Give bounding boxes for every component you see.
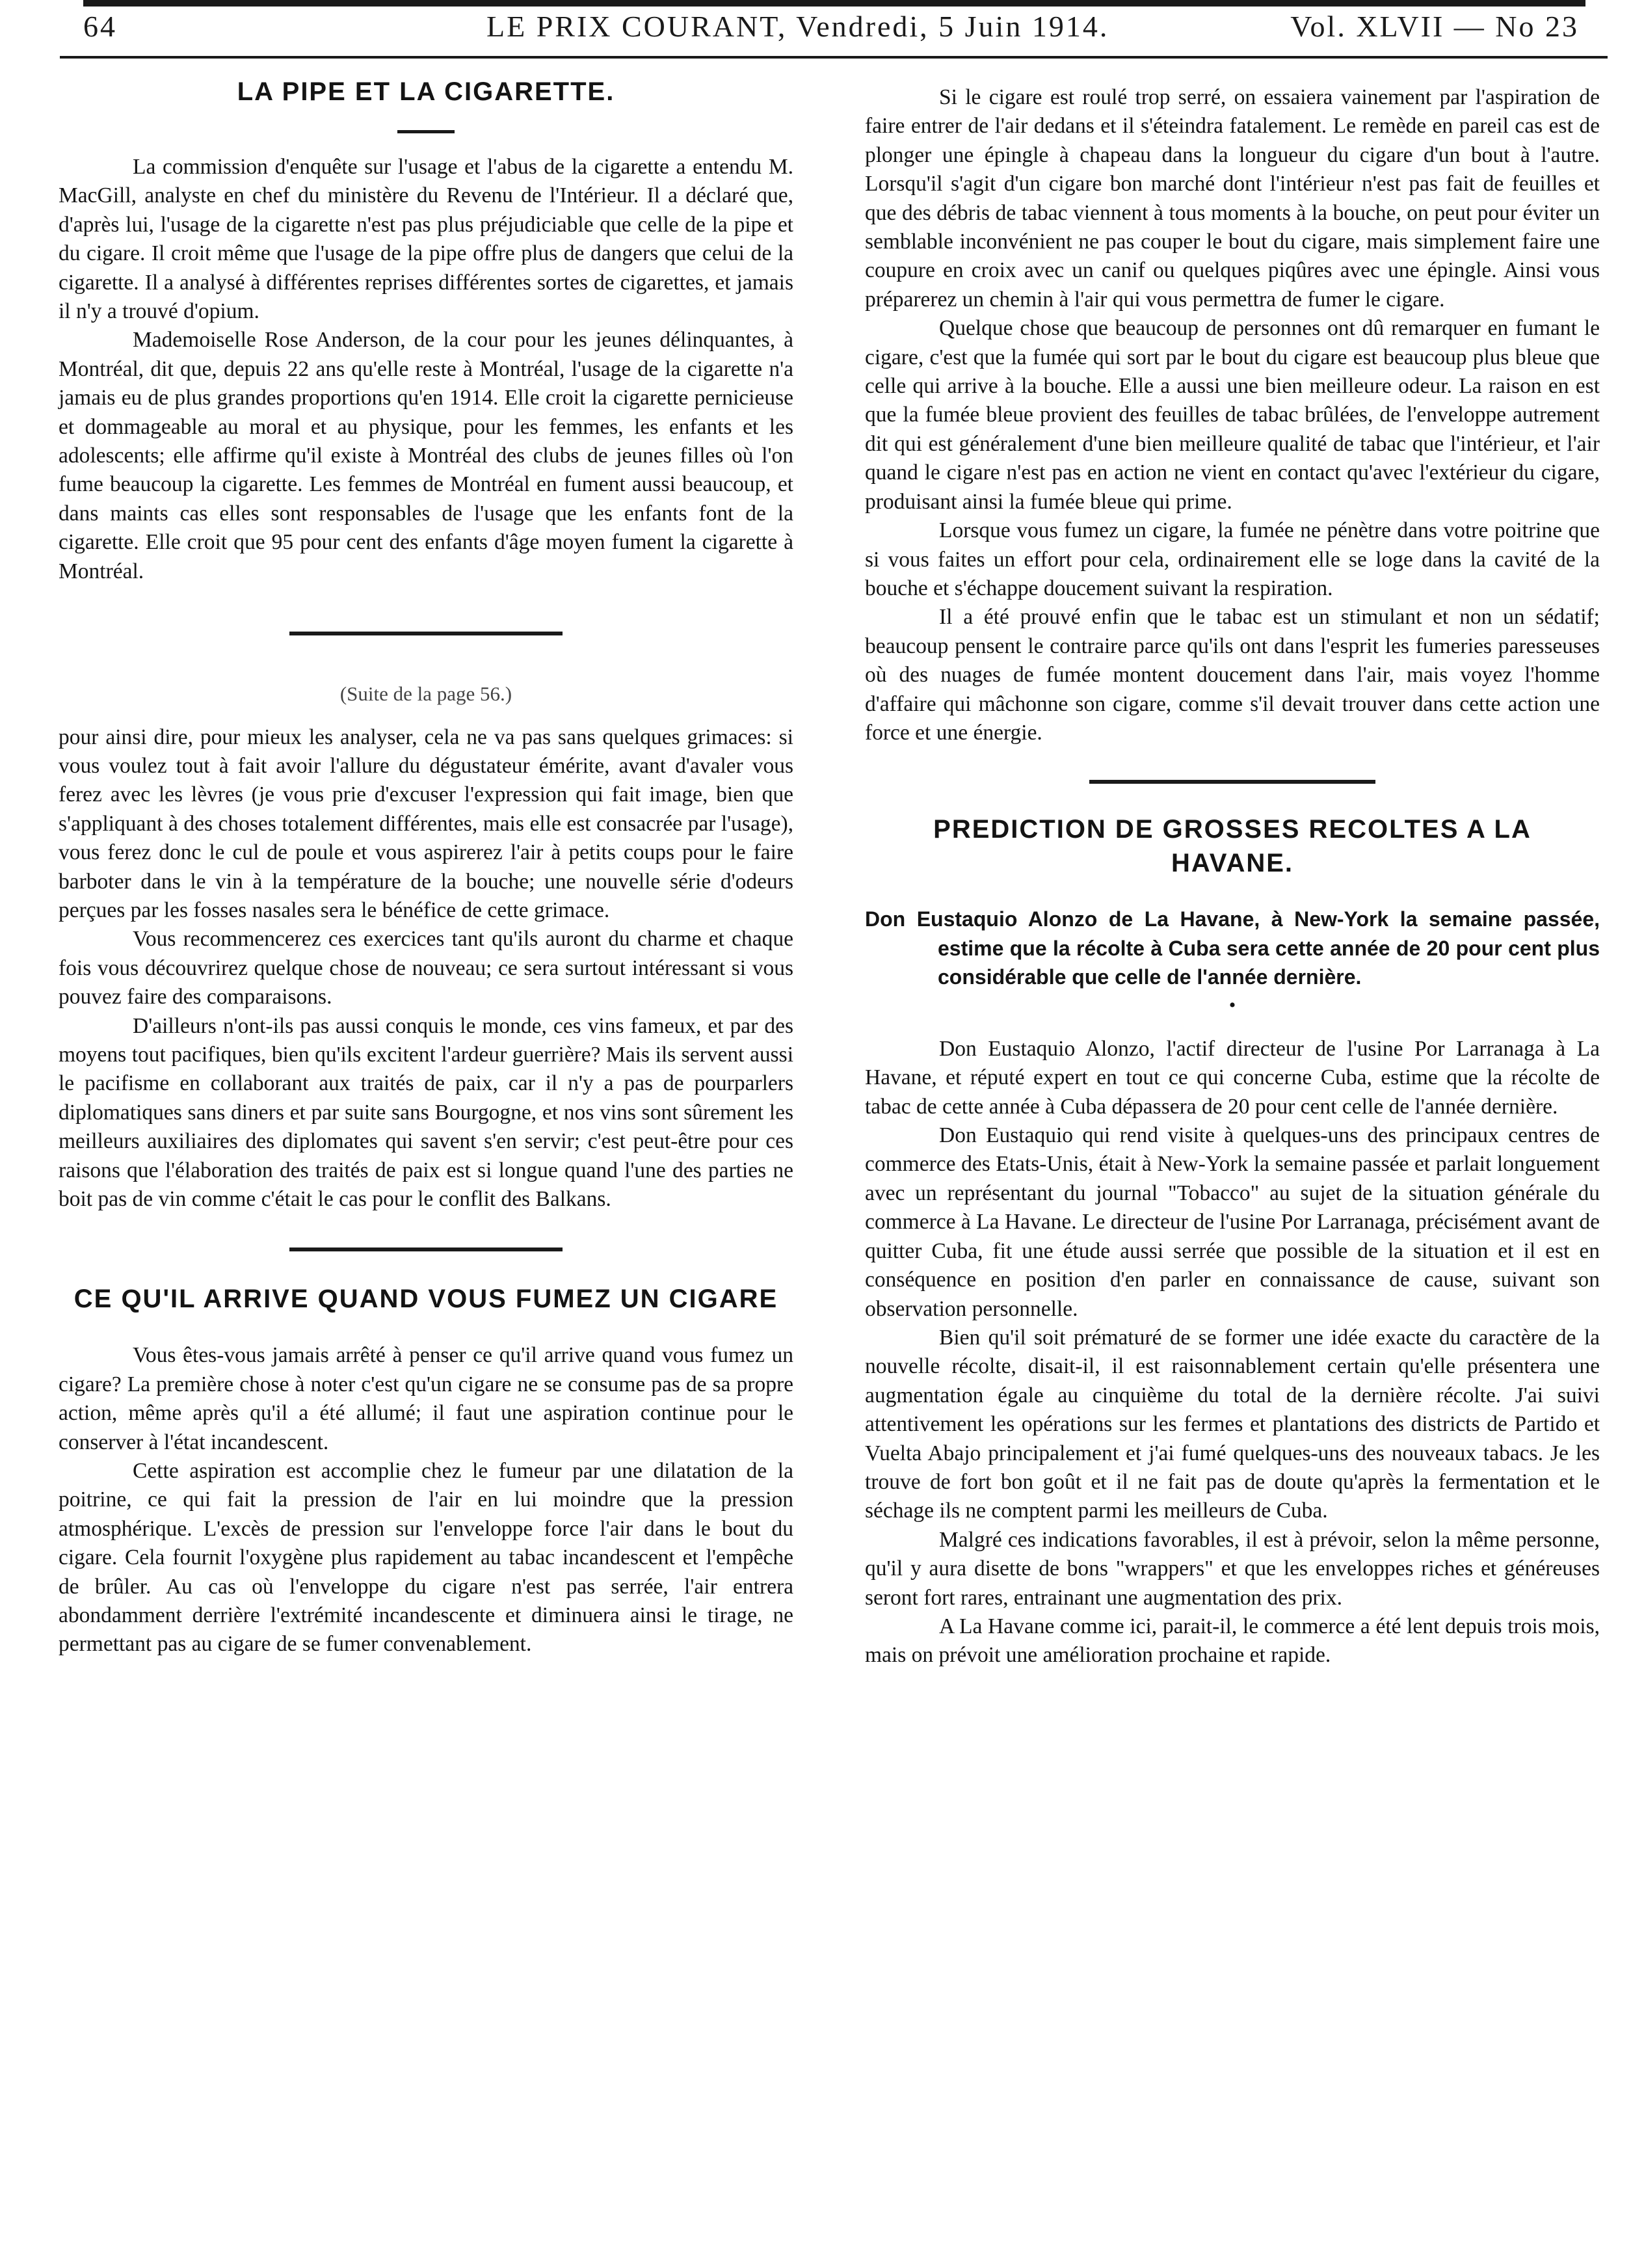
- cigar-paragraph: Vous êtes-vous jamais arrêté à penser ce qu'il arrive quand vous fumez un cigare? La première chose à noter c'est qu'un cigare ne se consume pas de sa propre action, même après qu'il a été allumé; il faut une aspiration continue pour le conserver à l'état incandescent.: [59, 1343, 793, 1454]
- header-rule: [60, 56, 1608, 59]
- pipe-article-title: LA PIPE ET LA CIGARETTE.: [237, 77, 615, 106]
- cigar-paragraph: Il a été prouvé enfin que le tabac est un stimulant et non un sédatif; beaucoup pensent le contraire parce qu'ils ont dans l'esprit les fumeries paresseuses où des nuages de fumée montent doucement dans l'air, mais voyez l'homme d'affaire qui mâchonne son cigare, comme s'il devait trouver dans cette action une force et une énergie.: [865, 605, 1600, 745]
- havana-paragraph: Bien qu'il soit prématuré de se former une idée exacte du caractère de la nouvelle récolte, disait-il, il est raisonnablement certain qu'elle présentera une augmentation égale au cinquième du total de la dernière récolte. J'ai suivi attentivement les opérations sur les fermes et plantations des districts de Partido et Vuelta Abajo principalement et j'ai fumé quelques-uns des nouveaux tabacs. Je les trouve de fort bon goût et il ne fait pas de doute qu'après la fermentation et le séchage ils ne comptent parmi les meilleurs de Cuba.: [865, 1325, 1600, 1523]
- continued-paragraph: pour ainsi dire, pour mieux les analyser, cela ne va pas sans quelques grimaces: si vous voulez tout à fait avoir l'allure du dégustateur émérite, avant d'avaler vous ferez avec les lèvres (je vous prie d'excuser l'expression qui fait image, bien que s'appliquant à des choses totalement différentes, mais elle est consacrée par l'usage), vous ferez donc le cul de poule et vous aspirerez l'air à petits coups pour le faire barboter dans le vin à la température de la bouche; une nouvelle série d'odeurs perçues par les fosses nasales sera le bénéfice de cette grimace.: [59, 725, 793, 922]
- publication-line: LE PRIX COURANT, Vendredi, 5 Juin 1914.: [486, 10, 1109, 43]
- cigar-paragraph: Cette aspiration est accomplie chez le fumeur par une dilatation de la poitrine, ce qui fait la pression de l'air en lui moindre que la pression atmosphérique. L'excès de pression sur l'enveloppe force l'air dans le bout du cigare. Cela fournit l'oxygène plus rapidement au tabac incandescent et l'empêche de brûler. Au cas où l'enveloppe du cigare n'est pas serrée, l'air entrera abondamment derrière l'extrémité incandescente et diminuera ainsi le tirage, ne permettant pas au cigare de se fumer convenablement.: [59, 1459, 793, 1657]
- havana-paragraph: Don Eustaquio Alonzo, l'actif directeur de l'usine Por Larranaga à La Havane, et réputé expert en tout ce qui concerne Cuba, estime que la récolte de tabac de cette année à Cuba dépassera de 20 pour cent celle de l'année dernière.: [865, 1036, 1600, 1119]
- pipe-paragraph: Mademoiselle Rose Anderson, de la cour pour les jeunes délinquantes, à Montréal, dit que, depuis 22 ans qu'elle reste à Montréal, l'usage de la cigarette n'a jamais eu de plus grandes proportions qu'en 1914. Elle croit la cigarette pernicieuse et dommageable au moral et au physique, pour les femmes, les enfants et les adolescents; elle affirme qu'il existe à Montréal des clubs de jeunes filles où l'on fume beaucoup la cigarette. Les femmes de Montréal en fument aussi beaucoup, et dans maints cas elles sont responsables de l'usage que les enfants font de la cigarette. Elle croit que 95 pour cent des enfants d'âge moyen fument la cigarette à Montréal.: [59, 328, 793, 583]
- title-rule: [397, 130, 455, 133]
- continued-paragraph: Vous recommencerez ces exercices tant qu'ils auront du charme et chaque fois vous découvrirez quelque chose de nouveau; ce sera surtout intéressant si vous pouvez faire des comparaisons.: [59, 927, 793, 1009]
- havana-paragraph: A La Havane comme ici, parait-il, le commerce a été lent depuis trois mois, mais on prévoit une amélioration prochaine et rapide.: [865, 1614, 1600, 1668]
- continued-note: (Suite de la page 56.): [339, 682, 512, 706]
- cigar-paragraph: Si le cigare est roulé trop serré, on essaiera vainement par l'aspiration de faire entrer de l'air dedans et il s'éteindra fatalement. Le remède en pareil cas est de plonger une épingle à chapeau dans la longueur du cigare d'un bout à l'autre. Lorsqu'il s'agit d'un cigare bon marché dont l'intérieur n'est pas fait de feuilles et que des débris de tabac viennent à tous moments à la bouche, on peut pour éviter un semblable inconvénient ne pas couper le bout du cigare, mais simplement faire une coupure en croix avec un canif ou quelques piqûres avec une épingle. Ainsi vous préparerez un chemin à l'air qui vous permettra de fumer le cigare.: [865, 85, 1600, 312]
- continued-paragraph: D'ailleurs n'ont-ils pas aussi conquis le monde, ces vins fameux, et par des moyens tout pacifiques, bien qu'ils excitent l'ardeur guerrière? Mais ils servent aussi le pacifisme en collaborant aux traités de paix, car il n'y a pas de pourparlers diplomatiques sans diners et par suite sans Bourgogne, et nos vins sont sûrement les meilleurs auxiliaires des diplomates qui savent s'en servir; c'est peut-être pour ces raisons que l'élaboration des traités de paix est si longue quand l'une des parties ne boit pas de vin comme c'était le cas pour le conflit des Balkans.: [59, 1013, 793, 1211]
- page-number: 64: [83, 10, 117, 43]
- havana-deck: Don Eustaquio Alonzo de La Havane, à New-York la semaine passée, estime que la récolte à Cuba sera cette année de 20 pour cent plus considérable que celle de l'année dernière.: [865, 907, 1600, 989]
- cigar-paragraph: Lorsque vous fumez un cigare, la fumée ne pénètre dans votre poitrine que si vous faites un effort pour cela, ordinairement elle se loge dans la cavité de la bouche et s'échappe doucement suivant la respiration.: [865, 518, 1600, 600]
- masthead: [83, 0, 1585, 60]
- havana-paragraph: Don Eustaquio qui rend visite à quelques-uns des principaux centres de commerce des Etats-Unis, était à New-York la semaine passée et parlait longuement avec un représentant du journal "Tobacco" au sujet de la situation générale du commerce à La Havane. Le directeur de l'usine Por Larranaga, précisément avant de quitter Cuba, fit une étude aussi serrée que possible de la situation et il est en conséquence en position d'en parler en connaissance de cause, suivant son observation personnelle.: [865, 1123, 1600, 1321]
- separator-dot: •: [1228, 994, 1236, 1016]
- volume-number: Vol. XLVII — No 23: [1290, 10, 1579, 43]
- section-divider: [289, 632, 563, 635]
- right-column: [865, 64, 1600, 1670]
- section-divider: [1089, 780, 1375, 784]
- cigar-article-title: CE QU'IL ARRIVE QUAND VOUS FUMEZ UN CIGARE: [73, 1285, 778, 1314]
- cigar-paragraph: Quelque chose que beaucoup de personnes ont dû remarquer en fumant le cigare, c'est que la fumée qui sort par le bout du cigare est beaucoup plus bleue que celle qui arrive à la bouche. Elle a aussi une bien meilleure odeur. La raison en est que la fumée bleue provient des feuilles de tabac brûlées, de l'enveloppe autrement dit qui est généralement d'une bien meilleure qualité de tabac que l'intérieur, et l'air quand le cigare n'est pas en action ne vient en contact qu'avec l'extérieur du cigare, produisant ainsi la fumée bleue qui prime.: [865, 316, 1600, 514]
- left-column: [59, 64, 793, 1659]
- havana-article-title: PREDICTION DE GROSSES RECOLTES A LA HAVANE.: [933, 815, 1532, 878]
- section-divider: [289, 1247, 563, 1251]
- havana-paragraph: Malgré ces indications favorables, il est à prévoir, selon la même personne, qu'il y aura disette de bons "wrappers" et que les enveloppes riches et généreuses seront fort rares, entrainant une augmentation des prix.: [865, 1527, 1600, 1610]
- pipe-paragraph: La commission d'enquête sur l'usage et l'abus de la cigarette a entendu M. MacGill, analyste en chef du ministère du Revenu de l'Intérieur. Il a déclaré que, d'après lui, l'usage de la cigarette n'est pas plus préjudiciable que celle de la pipe et du cigare. Il croit même que l'usage de la pipe offre plus de dangers que celui de la cigarette. Il a analysé à différentes reprises différentes sortes de cigarettes, et jamais il n'y a trouvé d'opium.: [59, 155, 793, 324]
